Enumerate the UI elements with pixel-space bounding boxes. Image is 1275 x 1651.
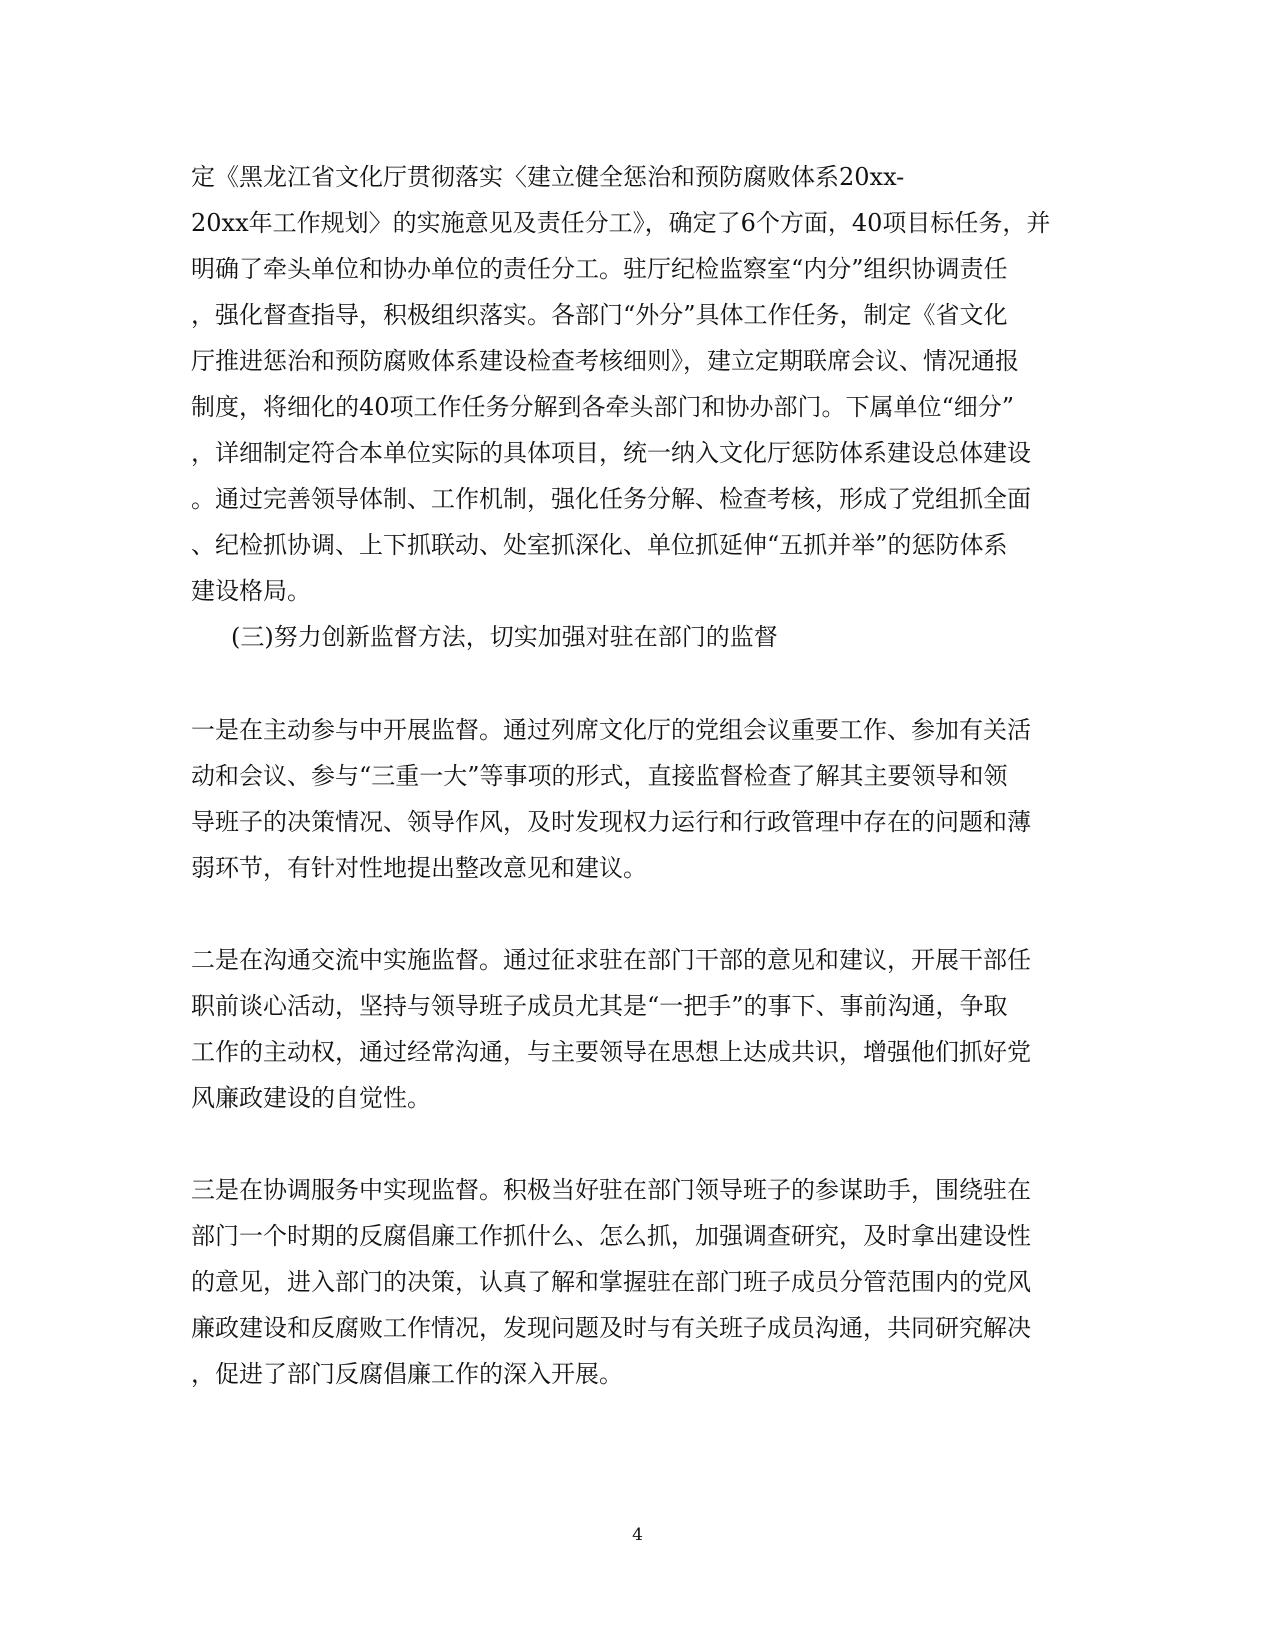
text-line: 导班子的决策情况、领导作风，及时发现权力运行和行政管理中存在的问题和薄: [191, 808, 1031, 836]
text-line: 厅推进惩治和预防腐败体系建设检查考核细则》，建立定期联席会议、情况通报: [191, 347, 1019, 375]
text-line: 定《黑龙江省文化厅贯彻落实〈建立健全惩治和预防腐败体系20xx-: [191, 163, 905, 191]
text-line: 、纪检抓协调、上下抓联动、处室抓深化、单位抓延伸“五抓并举”的惩防体系: [191, 531, 1008, 559]
text-line: 20xx年工作规划〉的实施意见及责任分工》，确定了6个方面，40项目标任务，并: [191, 209, 1051, 237]
text-line: 廉政建设和反腐败工作情况，发现问题及时与有关班子成员沟通，共同研究解决: [191, 1314, 1031, 1342]
text-line: 动和会议、参与“三重一大”等事项的形式，直接监督检查了解其主要领导和领: [191, 762, 1008, 790]
text-line: 明确了牵头单位和协办单位的责任分工。驻厅纪检监察室“内分”组织协调责任: [191, 255, 1008, 283]
text-line: 部门一个时期的反腐倡廉工作抓什么、怎么抓，加强调查研究，及时拿出建设性: [191, 1222, 1031, 1250]
text-line: ，详细制定符合本单位实际的具体项目，统一纳入文化厅惩防体系建设总体建设: [191, 439, 1031, 467]
text-line: 一是在主动参与中开展监督。通过列席文化厅的党组会议重要工作、参加有关活: [191, 716, 1031, 744]
section-heading: (三)努力创新监督方法，切实加强对驻在部门的监督: [231, 623, 778, 651]
text-line: 建设格局。: [191, 577, 311, 605]
text-line: 弱环节，有针对性地提出整改意见和建议。: [191, 854, 647, 882]
text-line: 三是在协调服务中实现监督。积极当好驻在部门领导班子的参谋助手，围绕驻在: [191, 1176, 1031, 1204]
text-line: 制度，将细化的40项工作任务分解到各牵头部门和协办部门。下属单位“细分”: [191, 393, 1015, 421]
text-line: 二是在沟通交流中实施监督。通过征求驻在部门干部的意见和建议，开展干部任: [191, 946, 1031, 974]
text-line: ，促进了部门反腐倡廉工作的深入开展。: [191, 1360, 623, 1388]
text-line: 工作的主动权，通过经常沟通，与主要领导在思想上达成共识，增强他们抓好党: [191, 1038, 1031, 1066]
text-line: 。通过完善领导体制、工作机制，强化任务分解、检查考核，形成了党组抓全面: [191, 485, 1031, 513]
page-number: 4: [632, 1525, 643, 1545]
text-line: 职前谈心活动，坚持与领导班子成员尤其是“一把手”的事下、事前沟通，争取: [191, 992, 1008, 1020]
text-line: 风廉政建设的自觉性。: [191, 1084, 431, 1112]
text-line: 的意见，进入部门的决策，认真了解和掌握驻在部门班子成员分管范围内的党风: [191, 1268, 1031, 1296]
text-line: ，强化督查指导，积极组织落实。各部门“外分”具体工作任务，制定《省文化: [191, 301, 1008, 329]
